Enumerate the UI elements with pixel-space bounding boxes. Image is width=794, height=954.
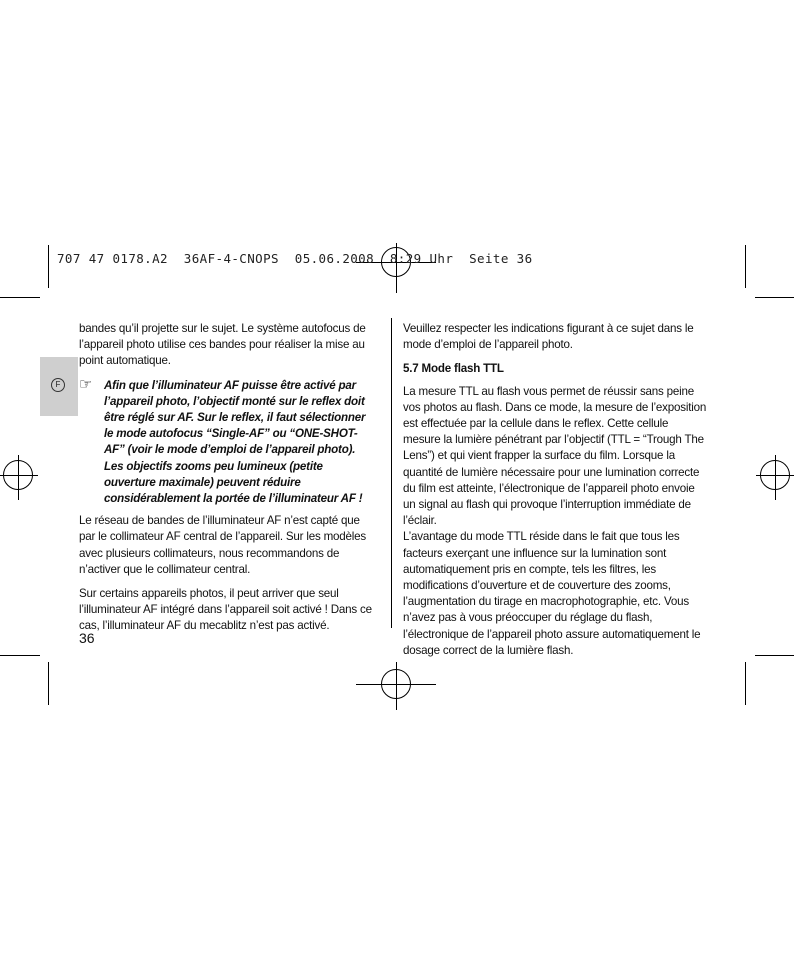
registration-mark: [3, 460, 33, 490]
registration-mark: [381, 669, 411, 699]
language-tab-letter: F: [51, 378, 65, 392]
paragraph: L’avantage du mode TTL réside dans le fait que tous les facteurs exerçant une influence sur la lumination sont automatiquement pris en compte, tels les filtres, les modifications d’ouverture et de couverture des zooms, l’augmentation du tirage en macrophotographie, etc. Vous n’avez pas à vous préoccuper du réglage du flash, l’électronique de l’appareil photo assure automatiquement le dosage correct de la lumière flash.: [403, 530, 701, 657]
paragraph: Le réseau de bandes de l’illuminateur AF n’est capté que par le collimateur AF central de l’appareil. Sur les modèles avec plusieurs collimateurs, nous recommandons de n’activer que le collimateur central.: [79, 514, 367, 576]
crop-mark: [0, 655, 40, 656]
paragraph: La mesure TTL au flash vous permet de réussir sans peine vos photos au flash. Dans ce mode, la mesure de l’exposition est effectuée par la cellule dans le reflex. Cette cellule mesure la lumière pénétrant par l’objectif (TTL = “Trough The Lens”) et qui vient frapper la surface du film. Lorsque la quantité de lumière nécessaire pour une lumination correcte du film est atteinte, l’électronique de l’appareil photo envoie un signal au flash qui provoque l’interruption immédiate de l’éclair.: [403, 384, 707, 528]
paragraph: bandes qu’il projette sur le sujet. Le système autofocus de l’appareil photo utilise ces bandes pour réaliser la mise au point automatique.: [79, 322, 366, 368]
note-text: Afin que l’illuminateur AF puisse être activé par l’appareil photo, l’objectif monté sur le reflex doit être réglé sur AF. Sur le reflex, il faut sélectionner le mode autofocus “Single-AF” ou “ONE-SHOT-AF” (voir le mode d’emploi de l’appareil photo). Les objectifs zooms peu lumineux (petite ouverture maximale) peuvent réduire considérablement la portée de l’illuminateur AF !: [104, 378, 366, 506]
registration-mark: [760, 460, 790, 490]
crop-mark: [48, 245, 49, 288]
crop-mark: [48, 662, 49, 705]
note-block: [79, 375, 376, 508]
crop-mark: [745, 662, 746, 705]
pointing-hand-icon: ☞: [79, 375, 93, 393]
crop-mark: [755, 655, 794, 656]
right-column: [403, 321, 708, 667]
crop-mark: [0, 297, 40, 298]
paragraph: Sur certains appareils photos, il peut arriver que seul l’illuminateur AF intégré dans l’appareil soit activé ! Dans ce cas, l’illuminateur AF du mecablitz n’est pas activé.: [79, 587, 372, 633]
crop-mark: [755, 297, 794, 298]
crop-mark: [745, 245, 746, 288]
page-number: 36: [79, 630, 95, 646]
column-divider: [391, 318, 392, 628]
left-column: [79, 321, 376, 643]
print-slug: 707 47 0178.A2 36AF-4-CNOPS 05.06.2008 8:29 Uhr Seite 36: [57, 251, 533, 266]
language-tab: [40, 357, 78, 416]
paragraph: Veuillez respecter les indications figurant à ce sujet dans le mode d’emploi de l’appareil photo.: [403, 322, 694, 352]
section-heading: 5.7 Mode flash TTL: [403, 362, 504, 376]
